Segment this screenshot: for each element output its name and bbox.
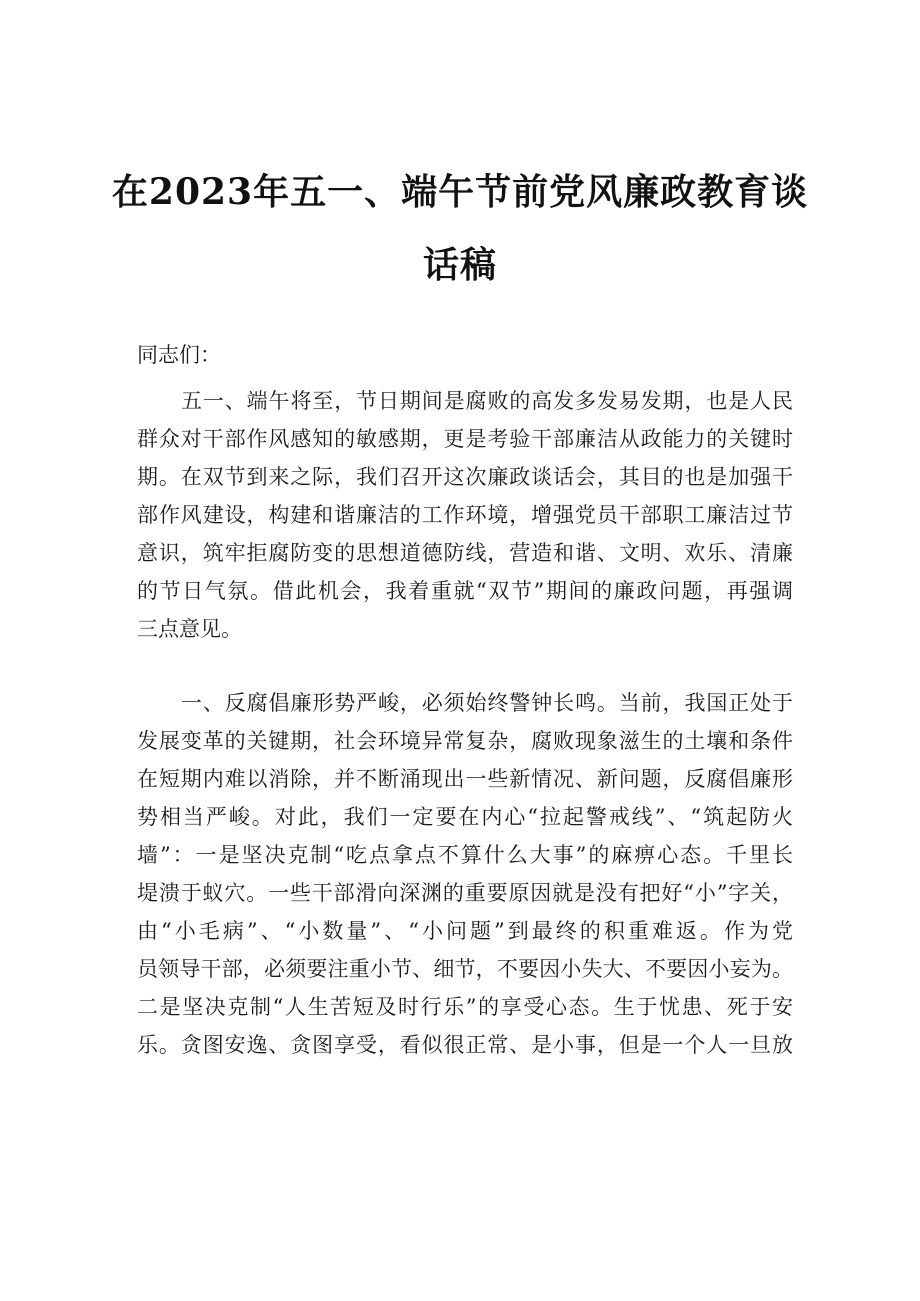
- paragraph-line: 部作风建设，构建和谐廉洁的工作环境，增强党员干部职工廉洁过节: [137, 503, 793, 527]
- document-body: [137, 0, 793, 1301]
- document-title-line-2: 话稿: [422, 244, 497, 286]
- salutation: 同志们：: [137, 343, 221, 367]
- paragraph-line: 堤溃于蚁穴。一些干部滑向深渊的重要原因就是没有把好“小”字关，: [137, 881, 793, 905]
- paragraph-line: 二是坚决克制“人生苦短及时行乐”的享受心态。生于忧患、死于安: [137, 995, 793, 1019]
- paragraph-line: 三点意见。: [137, 617, 242, 641]
- paragraph-line: 墙”：一是坚决克制“吃点拿点不算什么大事”的麻痹心态。千里长: [137, 843, 793, 867]
- paragraph-line: 五一、端午将至，节日期间是腐败的高发多发易发期，也是人民: [181, 389, 793, 413]
- paragraph-line: 群众对干部作风感知的敏感期，更是考验干部廉洁从政能力的关键时: [137, 427, 793, 451]
- paragraph-line: 在短期内难以消除，并不断涌现出一些新情况、新问题，反腐倡廉形: [137, 767, 793, 791]
- document-title-line-1: 在2023年五一、端午节前党风廉政教育谈: [111, 171, 809, 213]
- paragraph-line: 发展变革的关键期，社会环境异常复杂，腐败现象滋生的土壤和条件: [137, 729, 793, 753]
- paragraph-line: 一、反腐倡廉形势严峻，必须始终警钟长鸣。当前，我国正处于: [181, 691, 793, 715]
- paragraph-line: 员领导干部，必须要注重小节、细节，不要因小失大、不要因小妄为。: [137, 957, 793, 981]
- paragraph-line: 期。在双节到来之际，我们召开这次廉政谈话会，其目的也是加强干: [137, 465, 793, 489]
- paragraph-line: 意识，筑牢拒腐防变的思想道德防线，营造和谐、文明、欢乐、清廉: [137, 541, 793, 565]
- paragraph-line: 乐。贪图安逸、贪图享受，看似很正常、是小事，但是一个人一旦放: [137, 1033, 793, 1057]
- paragraph-line: 势相当严峻。对此，我们一定要在内心“拉起警戒线”、“筑起防火: [137, 805, 793, 829]
- paragraph-line: 由“小毛病”、“小数量”、“小问题”到最终的积重难返。作为党: [137, 919, 793, 943]
- paragraph-line: 的节日气氛。借此机会，我着重就“双节”期间的廉政问题，再强调: [137, 579, 793, 603]
